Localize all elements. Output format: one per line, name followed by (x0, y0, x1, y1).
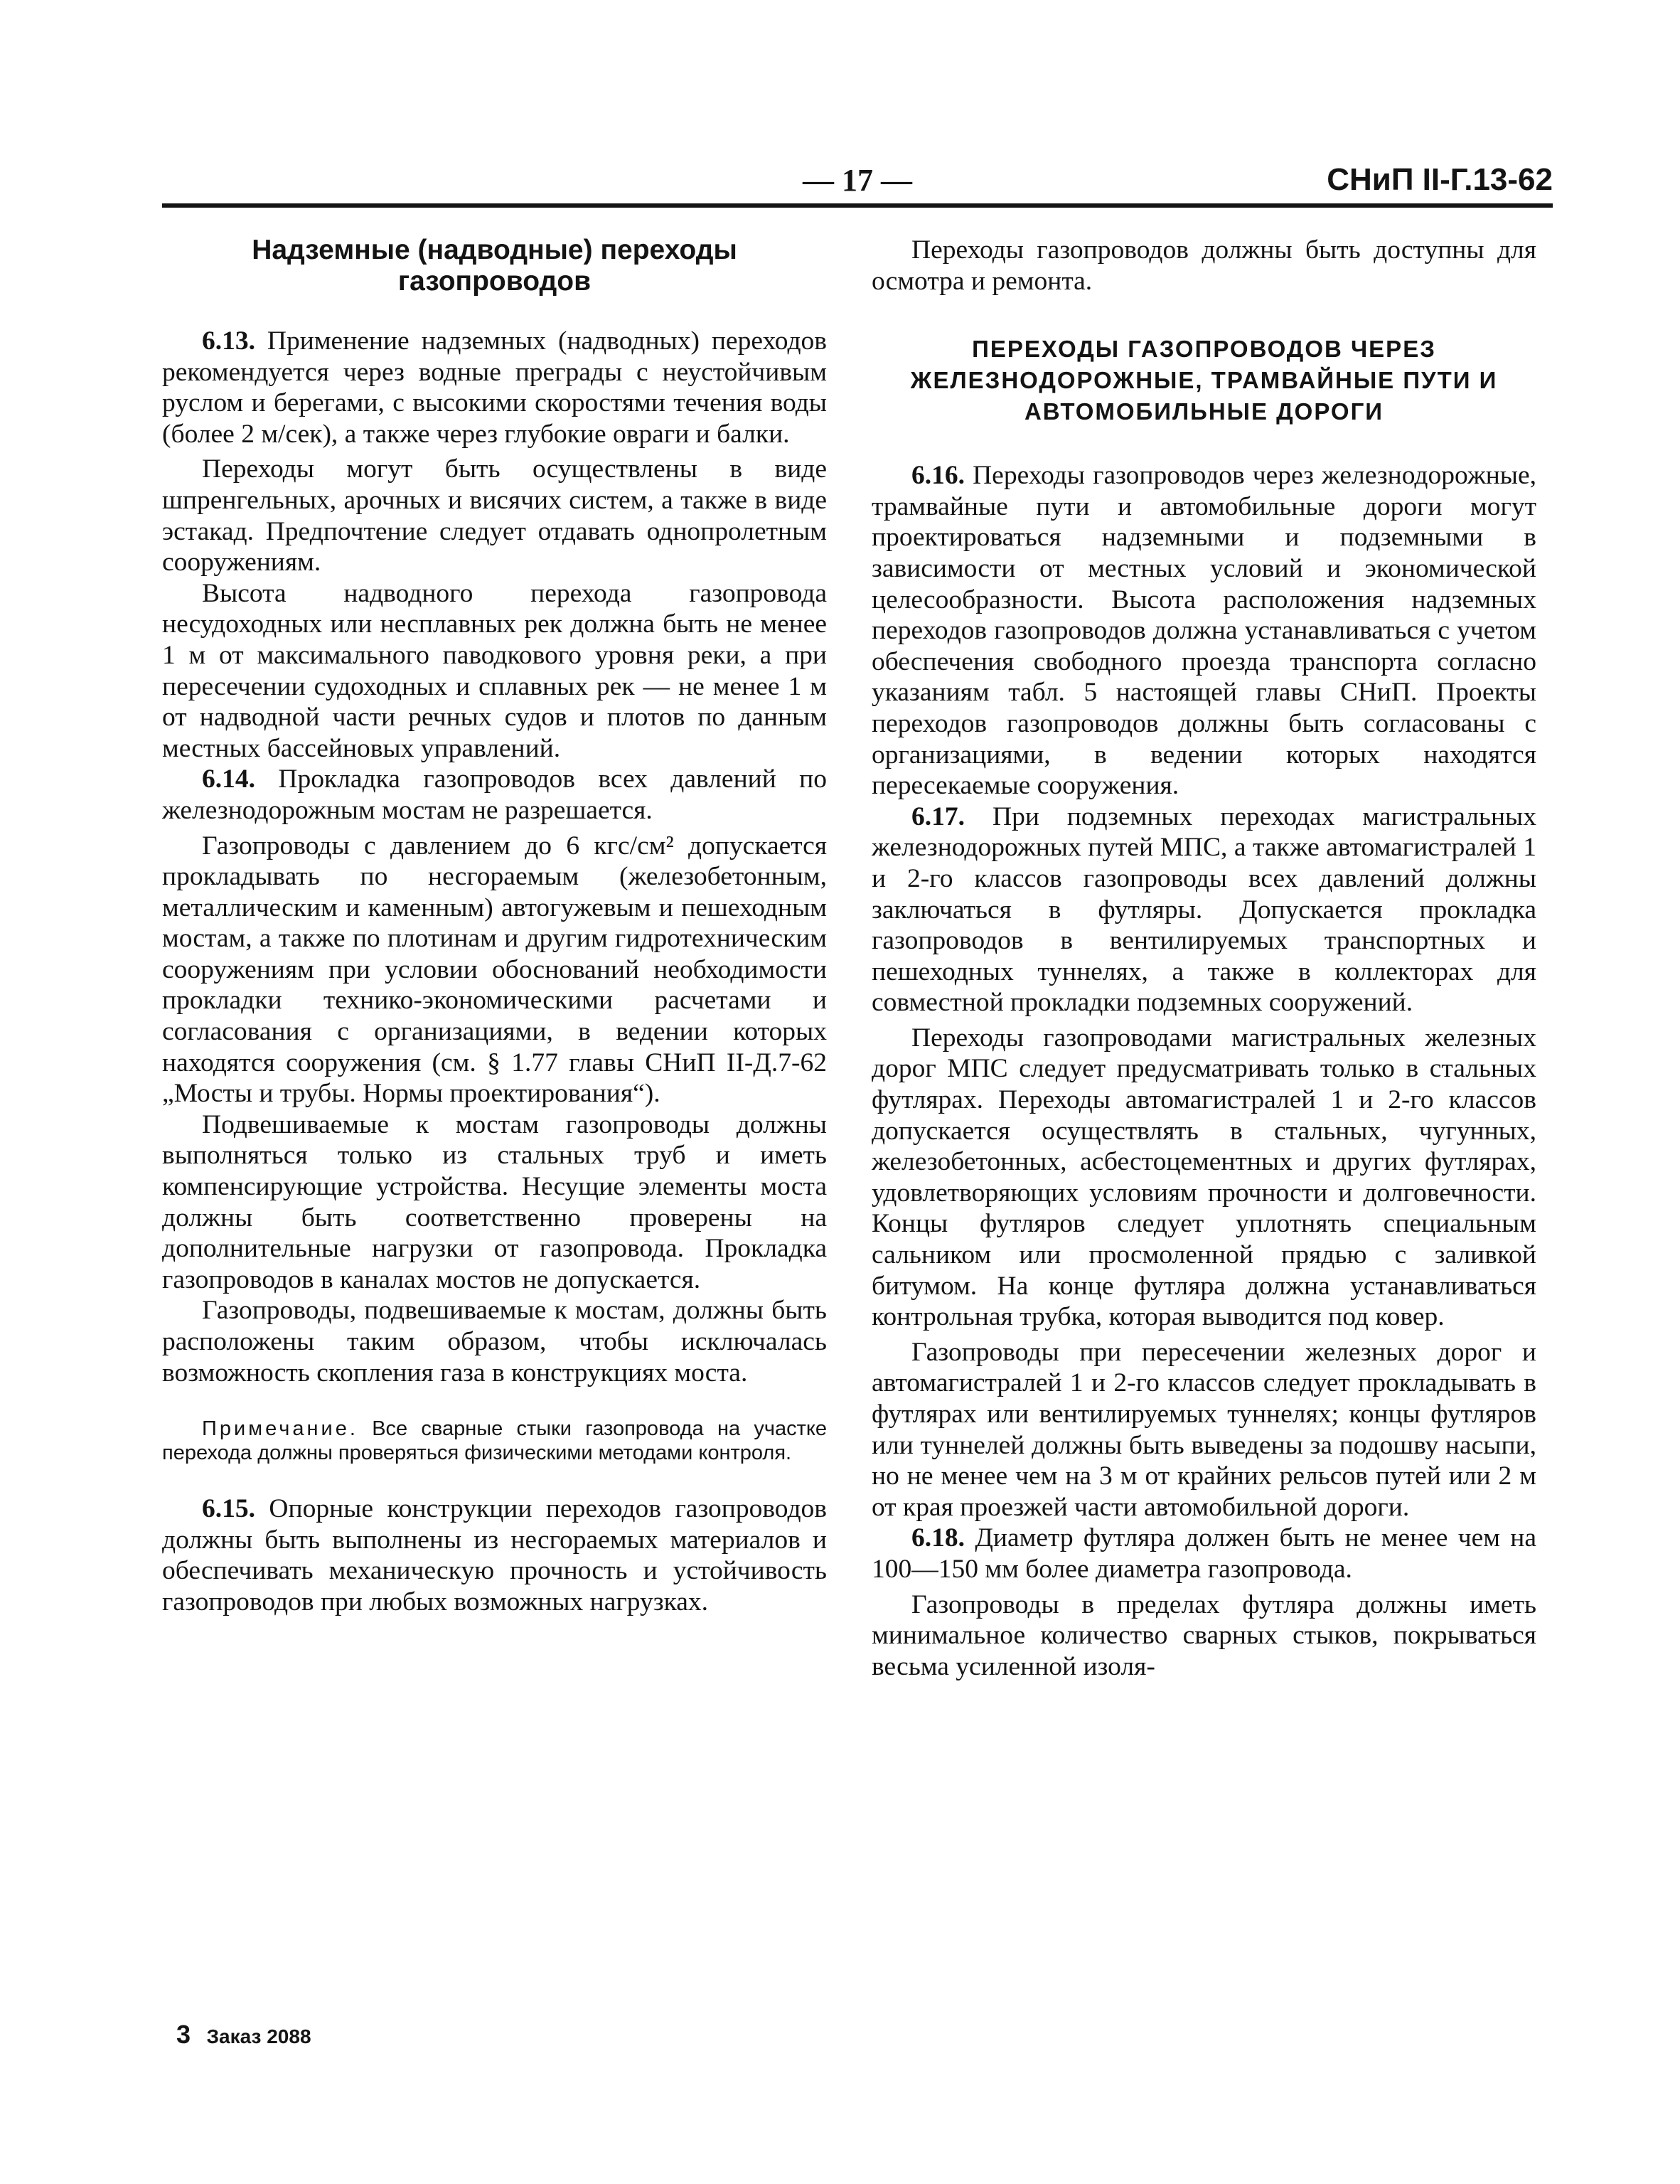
document-code: СНиП II-Г.13-62 (1327, 162, 1553, 197)
paragraph: Переходы газопроводов должны быть доступны для осмотра и ремонта. (872, 235, 1536, 296)
header-rule (162, 203, 1553, 208)
clause-number: 6.18. (911, 1523, 965, 1553)
clause-number: 6.13. (202, 326, 255, 356)
page-number: — 17 — (803, 163, 912, 198)
paragraph: Переходы газопроводами магистральных железных дорог МПС следует предусматривать только в стальных футлярах. Переходы автомагистралей 1 и 2-го классов допускается осуществлять в стальных, чугунных, железобетонных, асбестоцементных и других футлярах, удовлетворяющих условиям прочности и долговечности. Концы футляров следует уплотнять специальным сальником или просмоленной прядью с заливкой битумом. На конце футляра должна устанавливаться контрольная трубка, которая выводится под ковер. (872, 1023, 1536, 1332)
page-footer (176, 2020, 311, 2050)
paragraph-6-16 (872, 460, 1536, 801)
note (162, 1417, 827, 1465)
paragraph-6-17 (872, 801, 1536, 1018)
paragraph: Переходы могут быть осуществлены в виде шпренгельных, арочных и висячих систем, а также в виде эстакад. Предпочтение следует отдавать однопролетным сооружениям. (162, 454, 827, 577)
clause-text: При подземных переходах магистральных железнодорожных путей МПС, а также автомагистралей 1 и 2-го классов газопроводы всех давлений должны заключаться в футляры. Допускается прокладка газопроводов в вентилируемых транспортных и пешеходных туннелях, а также в коллекторах для совместной прокладки подземных сооружений. (872, 801, 1536, 1018)
section-heading-crossings: ПЕРЕХОДЫ ГАЗОПРОВОДОВ ЧЕРЕЗ ЖЕЛЕЗНОДОРОЖНЫЕ, ТРАМВАЙНЫЕ ПУТИ И АВТОМОБИЛЬНЫЕ ДОРОГИ (910, 336, 1498, 425)
paragraph-6-18 (872, 1523, 1536, 1584)
right-column (872, 235, 1536, 1682)
paragraph: Газопроводы в пределах футляра должны иметь минимальное количество сварных стыков, покрываться весьма усиленной изоля- (872, 1589, 1536, 1681)
clause-text: Переходы газопроводов через железнодорожные, трамвайные пути и автомобильные дороги могут проектироваться надземными и подземными в зависимости от местных условий и экономической целесообразности. Высота расположения надземных переходов газопроводов должна устанавливаться с учетом обеспечения свободного проезда транспорта согласно указаниям табл. 5 настоящей главы СНиП. Проекты переходов газопроводов должны быть согласованы с организациями, в ведении которых находятся пересекаемые сооружения. (872, 461, 1537, 801)
paragraph-6-14 (162, 764, 827, 826)
paragraph: Подвешиваемые к мостам газопроводы должны выполняться только из стальных труб и иметь компенсирующие устройства. Несущие элементы моста должны быть соответственно проверены на дополнительные нагрузки от газопровода. Прокладка газопроводов в каналах мостов не допускается. (162, 1109, 827, 1294)
paragraph-6-15 (162, 1493, 827, 1617)
left-column (162, 235, 827, 1618)
clause-number: 6.14. (202, 765, 255, 794)
paragraph-6-13 (162, 326, 827, 449)
clause-number: 6.17. (911, 801, 965, 831)
note-text: Все сварные стыки газопровода на участке перехода должны проверяться физическими методами контроля. (162, 1417, 828, 1465)
paragraph: Высота надводного перехода газопровода несудоходных или несплавных рек должна быть не менее 1 м от максимального паводкового уровня реки, а при пересечении судоходных и сплавных рек — не менее 1 м от надводной части речных судов и плотов по данным местных бассейновых управлений. (162, 578, 827, 763)
clause-number: 6.15. (202, 1494, 255, 1524)
clause-number: 6.16. (911, 461, 965, 491)
clause-text: Прокладка газопроводов всех давлений по железнодорожным мостам не разрешается. (162, 765, 828, 825)
clause-text: Применение надземных (надводных) переходов рекомендуется через водные преграды с неустойчивым руслом и берегами, с высокими скоростями течения воды (более 2 м/сек), а также через глубокие овраги и балки. (162, 326, 828, 449)
page-header (162, 162, 1553, 205)
note-label: Примечание. (202, 1417, 358, 1441)
paragraph: Газопроводы с давлением до 6 кгс/см² допускается прокладывать по несгораемым (железобетонным, металлическим и каменным) автогужевым и пешеходным мостам, а также по плотинам и другим гидротехническим сооружениям при условии обоснований необходимости прокладки технико-экономическими расчетами и согласования с организациями, в ведении которых находятся сооружения (см. § 1.77 главы СНиП II-Д.7-62 „Мосты и трубы. Нормы проектирования“). (162, 831, 827, 1109)
paragraph: Газопроводы при пересечении железных дорог и автомагистралей 1 и 2-го классов следует прокладывать в футлярах или вентилируемых туннелях; концы футляров или туннелей должны быть выведены за подошву насыпи, но не менее чем на 3 м от крайних рельсов путей или 2 м от края проезжей части автомобильной дороги. (872, 1337, 1536, 1522)
print-order: Заказ 2088 (206, 2025, 311, 2047)
sheet-number: 3 (176, 2020, 191, 2049)
clause-text: Диаметр футляра должен быть не менее чем на 100—150 мм более диаметра газопровода. (872, 1523, 1536, 1584)
paragraph: Газопроводы, подвешиваемые к мостам, должны быть расположены таким образом, чтобы исключалась возможность скопления газа в конструкциях моста. (162, 1296, 827, 1387)
clause-text: Опорные конструкции переходов газопроводов должны быть выполнены из несгораемых материалов и обеспечивать механическую прочность и устойчивость газопроводов при любых возможных нагрузках. (162, 1494, 828, 1616)
section-heading-aboveground: Надземные (надводные) переходы газопроводов (252, 235, 737, 297)
